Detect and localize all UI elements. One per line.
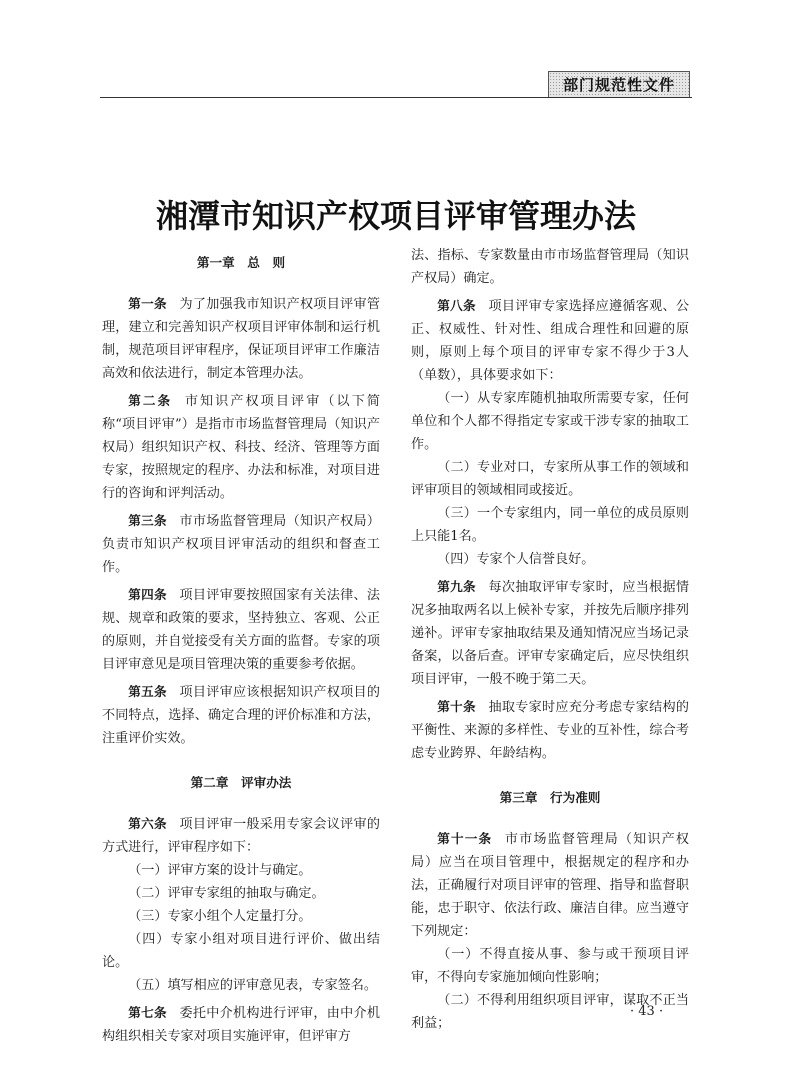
article-number: 第二条: [128, 393, 173, 408]
paragraph-text: 项目评审要按照国家有关法律、法规、规章和政策的要求，坚持独立、客观、公正的原则，并自觉接受有关方面的监督。专家的项目评审意见是项目管理决策的重要参考依据。: [102, 588, 381, 672]
paragraph: [102, 905, 380, 928]
paragraph-text: 市知识产权项目评审（以下简称“项目评审”）是指市市场监督管理局（知识产权局）组织知识产权、科技、经济、管理等方面专家，按照规定的程序、办法和标准，对项目进行的咨询和评判活动。: [102, 394, 381, 501]
paragraph: [411, 244, 689, 290]
paragraph: [102, 974, 380, 997]
paragraph: [411, 943, 689, 989]
paragraph-text: 法、指标、专家数量由市市场监督管理局（知识产权局）确定。: [411, 248, 689, 286]
chapter-number: 第一章: [196, 255, 235, 270]
article-paragraph: [102, 1001, 380, 1048]
chapter-number: 第二章: [190, 775, 229, 790]
header-rule: [100, 97, 692, 98]
paragraph-text: （三）专家小组个人定量打分。: [128, 909, 312, 924]
paragraph: [102, 859, 380, 882]
paragraph-text: （一）从专家库随机抽取所需要专家，任何单位和个人都不得指定专家或干涉专家的抽取工作。: [411, 391, 689, 452]
article-paragraph: [102, 509, 380, 579]
chapter-name: 总 则: [247, 255, 286, 270]
article-paragraph: [411, 827, 689, 943]
article-paragraph: [102, 812, 380, 859]
article-number: 第九条: [437, 579, 476, 594]
chapter-name: 行为准则: [550, 790, 601, 805]
paragraph-text: （五）填写相应的评审意见表，专家签名。: [128, 978, 377, 993]
article-paragraph: [411, 575, 689, 691]
paragraph-text: 项目评审专家选择应遵循客观、公正、权威性、针对性、组成合理性和回避的原则，原则上每个项目的评审专家不得少于3人（单数），具体要求如下：: [411, 299, 690, 383]
chapter-heading: [411, 779, 689, 817]
chapter-heading: [102, 244, 380, 282]
article-paragraph: [411, 294, 689, 387]
paragraph-text: （二）不得利用组织项目评审，谋取不正当利益；: [411, 993, 689, 1031]
paragraph-text: （一）不得直接从事、参与或干预项目评审，不得向专家施加倾向性影响；: [411, 947, 689, 985]
paragraph: [102, 882, 380, 905]
paragraph-text: 委托中介机构进行评审，由中介机构组织相关专家对项目实施评审，但评审方: [102, 1006, 381, 1044]
paragraph-text: 项目评审应该根据知识产权项目的不同特点，选择、确定合理的评价标准和方法，注重评价实效。: [102, 685, 381, 746]
paragraph: [411, 456, 689, 502]
article-number: 第五条: [128, 684, 167, 699]
paragraph-text: （一）评审方案的设计与确定。: [128, 863, 312, 878]
article-paragraph: [102, 292, 380, 385]
chapter-number: 第三章: [499, 790, 538, 805]
paragraph-text: （二）评审专家组的抽取与确定。: [128, 886, 325, 901]
article-number: 第一条: [128, 296, 167, 311]
article-number: 第十条: [437, 699, 476, 714]
document-category-label: 部门规范性文件: [562, 76, 675, 94]
article-number: 第三条: [128, 513, 167, 528]
paragraph-text: 每次抽取评审专家时，应当根据情况多抽取两名以上候补专家，并按先后顺序排列递补。评审专家抽取结果及通知情况应当场记录备案，以备后查。评审专家确定后，应尽快组织项目评审，一般不晚于第二天。: [411, 580, 690, 687]
paragraph: [411, 502, 689, 548]
article-paragraph: [102, 583, 380, 676]
paragraph-text: （二）专业对口，专家所从事工作的领域和评审项目的领域相同或接近。: [411, 460, 689, 498]
paragraph-text: （四）专家小组对项目进行评价、做出结论。: [102, 932, 380, 970]
page-number: · 43 ·: [630, 1004, 664, 1019]
document-category-badge: [548, 71, 690, 98]
paragraph: [102, 928, 380, 974]
paragraph-text: 市市场监督管理局（知识产权局）应当在项目管理中，根据规定的程序和办法，正确履行对项目评审的管理、指导和监督职能，忠于职守、依法行政、廉洁自律。应当遵守下列规定：: [411, 832, 689, 939]
paragraph-text: 为了加强我市知识产权项目评审管理，建立和完善知识产权项目评审体制和运行机制，规范项目评审程序，保证项目评审工作廉洁高效和依法进行，制定本管理办法。: [102, 297, 381, 381]
article-number: 第十一条: [437, 831, 493, 846]
article-number: 第八条: [437, 298, 476, 313]
article-paragraph: [102, 680, 380, 750]
article-paragraph: [411, 695, 689, 765]
article-number: 第六条: [128, 816, 167, 831]
chapter-heading: [102, 764, 380, 802]
document-title: 湘潭市知识产权项目评审管理办法: [155, 197, 636, 236]
paragraph-text: （四）专家个人信誉良好。: [437, 552, 595, 567]
paragraph-text: 抽取专家时应充分考虑专家结构的平衡性、来源的多样性、专业的互补性，综合考虑专业跨界、年龄结构。: [411, 700, 690, 761]
article-number: 第七条: [128, 1005, 167, 1020]
paragraph-text: （三）一个专家组内，同一单位的成员原则上只能1名。: [411, 506, 689, 544]
paragraph: [411, 548, 689, 571]
paragraph-text: 项目评审一般采用专家会议评审的方式进行，评审程序如下：: [102, 817, 381, 855]
chapter-name: 评审办法: [241, 775, 292, 790]
article-paragraph: [102, 389, 380, 505]
paragraph: [411, 387, 689, 456]
left-column: [102, 244, 380, 1048]
paragraph-text: 市市场监督管理局（知识产权局）负责市知识产权项目评审活动的组织和督查工作。: [102, 514, 381, 575]
right-column: [411, 244, 689, 1035]
article-number: 第四条: [128, 587, 167, 602]
